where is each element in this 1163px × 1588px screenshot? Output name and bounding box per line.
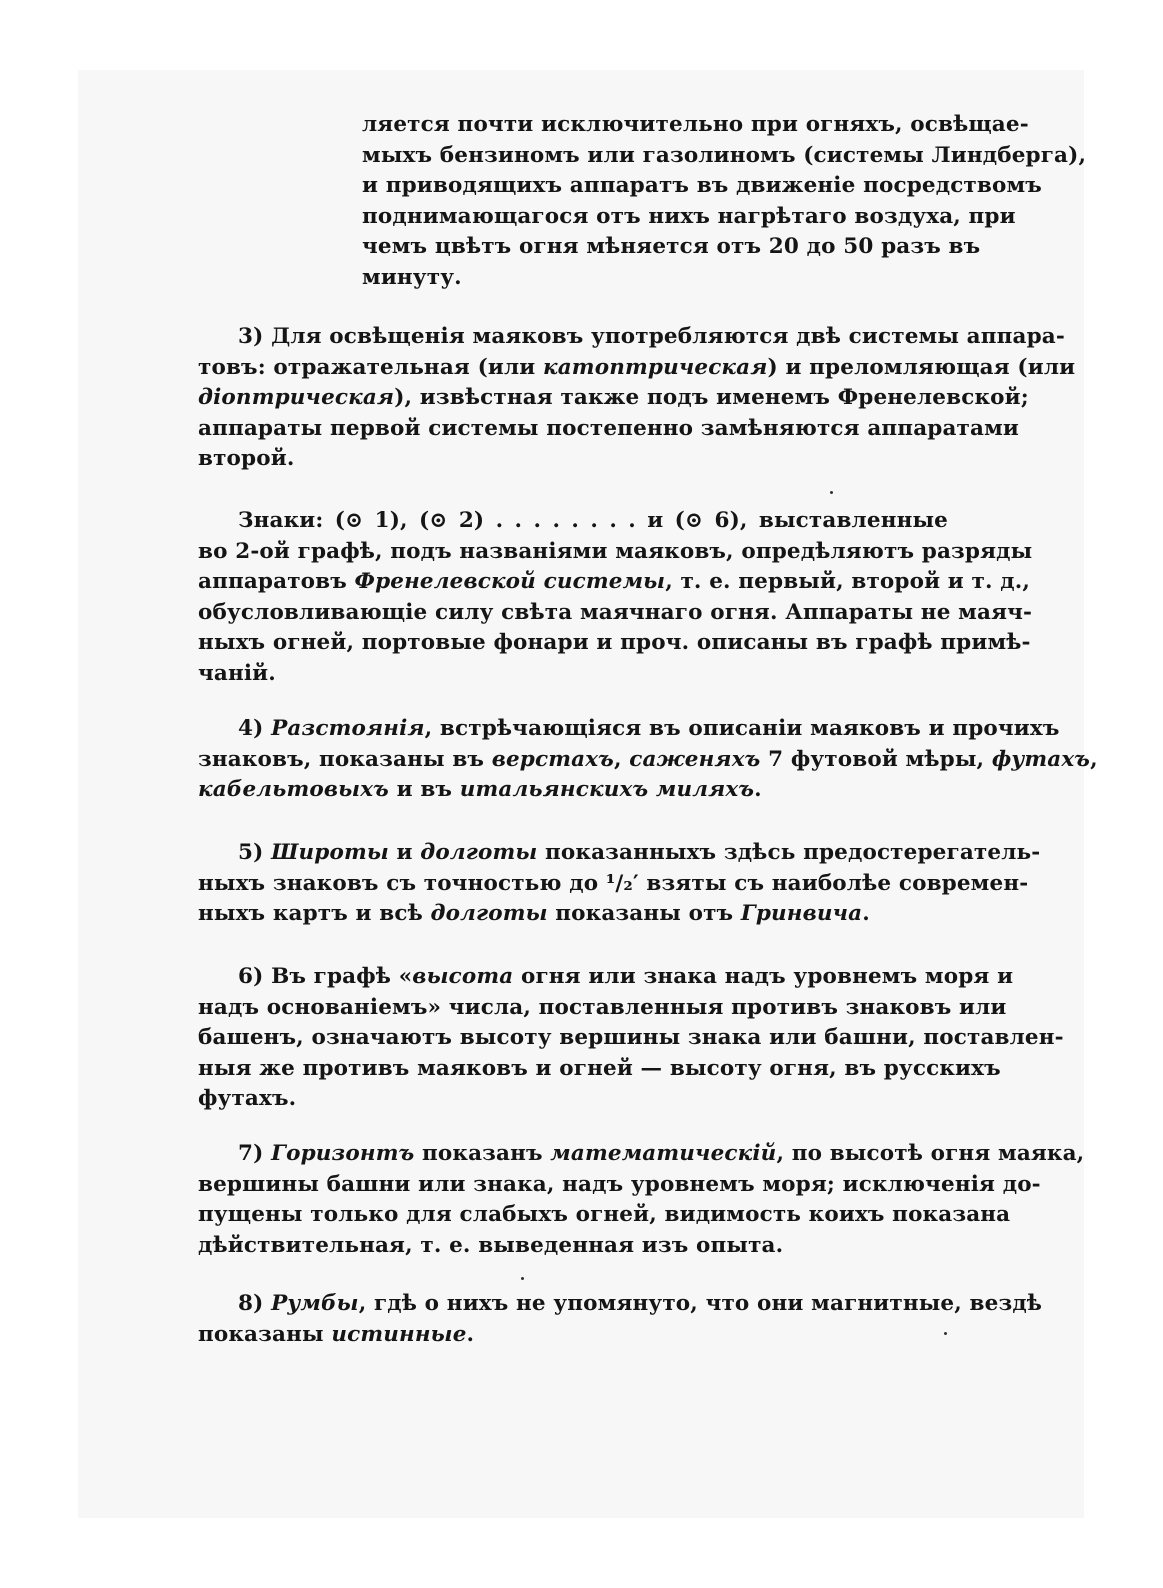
text-line: ляется почти исключительно при огняхъ, освѣщае- [362,112,1029,137]
text-line: ныхъ знаковъ съ точностью до ¹/₂′ взяты съ наиболѣе современ- [198,870,1029,896]
term-greenwich: Гринвича [740,901,863,926]
continuation-paragraph [362,110,1087,293]
text-line: чемъ цвѣтъ огня мѣняется отъ 20 до 50 разъ въ [362,234,981,259]
scan-speck [944,1332,947,1335]
text-line: 7) Горизонтъ показанъ математическій, по высотѣ огня маяка, [238,1141,1085,1166]
text-line: ныхъ картъ и всѣ долготы показаны отъ Гринвича. [198,901,870,926]
text-line: ныя же противъ маяковъ и огней — высоту огня, въ русскихъ [198,1055,1001,1081]
text-line: дѣйствительная, т. е. выведенная изъ опыта. [198,1232,784,1258]
text-line: показаны истинные. [198,1321,475,1347]
paragraph-6-height [198,962,1064,1115]
paragraph-7-horizon [198,1139,1085,1261]
term-fresnel-system: Френелевской системы [354,569,666,594]
text-line: второй. [198,446,295,471]
term-italian-miles: итальянскихъ миляхъ [459,777,755,802]
text-line: 3) Для освѣщенія маяковъ употребляются двѣ системы аппара- [238,324,1065,349]
text-line: 8) Румбы, гдѣ о нихъ не упомянуто, что они магнитные, вездѣ [238,1291,1043,1316]
term-cables: кабельтовыхъ [198,777,389,802]
text-line: Знаки: (⊙ 1), (⊙ 2) . . . . . . . . и (⊙ 6), выставленные [238,508,948,533]
paragraph-4-distances [198,714,1098,806]
text-line: и приводящихъ аппаратъ въ движеніе посредствомъ [362,173,1042,198]
text-line: башенъ, означаютъ высоту вершины знака или башни, поставлен- [198,1025,1064,1050]
text-line: аппараты первой системы постепенно замѣняются аппаратами [198,415,1020,441]
term-distances: Разстоянія [271,716,425,741]
text-line: знаковъ, показаны въ верстахъ, саженяхъ 7 футовой мѣры, футахъ, [198,746,1098,772]
term-catoptric: катоптрическая [543,354,768,380]
scan-speck [521,1277,524,1280]
text-line: товъ: отражательная (или катоптрическая) и преломляющая (или [198,354,1076,380]
term-height: высота [412,964,514,989]
paragraph-8-bearings [198,1289,1043,1350]
term-bearings: Румбы [271,1291,359,1316]
text-line: кабельтовыхъ и въ итальянскихъ миляхъ. [198,777,762,802]
text-line: пущены только для слабыхъ огней, видимость коихъ показана [198,1202,1011,1227]
term-feet: футахъ [991,746,1091,772]
text-line: 5) Широты и долготы показанныхъ здѣсь предостерегатель- [238,840,1041,865]
term-latitudes: Широты [271,840,389,865]
text-line: аппаратовъ Френелевской системы, т. е. первый, второй и т. д., [198,569,1031,594]
text-line: діоптрическая), извѣстная также подъ именемъ Френелевской; [198,385,1029,410]
text-line: обусловливающіе силу свѣта маячнаго огня. Аппараты не маяч- [198,599,1033,625]
paragraph-signs [198,506,1033,689]
text-line: чаній. [198,660,276,686]
text-line: 6) Въ графѣ «высота огня или знака надъ уровнемъ моря и [238,964,1014,989]
term-sazhens: саженяхъ [629,746,761,772]
term-longitudes: долготы [430,901,548,926]
term-horizon: Горизонтъ [271,1141,415,1166]
text-line: во 2-ой графѣ, подъ названіями маяковъ, опредѣляютъ разряды [198,538,1033,564]
paragraph-5-coordinates [198,838,1041,930]
term-true: истинные [331,1321,467,1347]
term-mathematical: математическій [550,1141,777,1166]
text-line: футахъ. [198,1086,297,1111]
text-line: 4) Разстоянія, встрѣчающіяся въ описаніи маяковъ и прочихъ [238,716,1060,741]
text-line: вершины башни или знака, надъ уровнемъ моря; исключенія до- [198,1171,1041,1197]
term-dioptric: діоптрическая [198,385,395,410]
text-line: ныхъ огней, портовые фонари и проч. описаны въ графѣ примѣ- [198,630,1031,655]
term-longitudes: долготы [420,840,538,865]
text-line: минуту. [362,264,462,290]
term-versts: верстахъ [491,746,614,772]
paragraph-3-lighting-systems [198,322,1076,475]
text-line: мыхъ бензиномъ или газолиномъ (системы Линдберга), [362,142,1087,168]
scan-speck [830,491,833,494]
text-line: поднимающагося отъ нихъ нагрѣтаго воздуха, при [362,203,1016,229]
text-line: надъ основаніемъ» числа, поставленныя противъ знаковъ или [198,994,1007,1020]
